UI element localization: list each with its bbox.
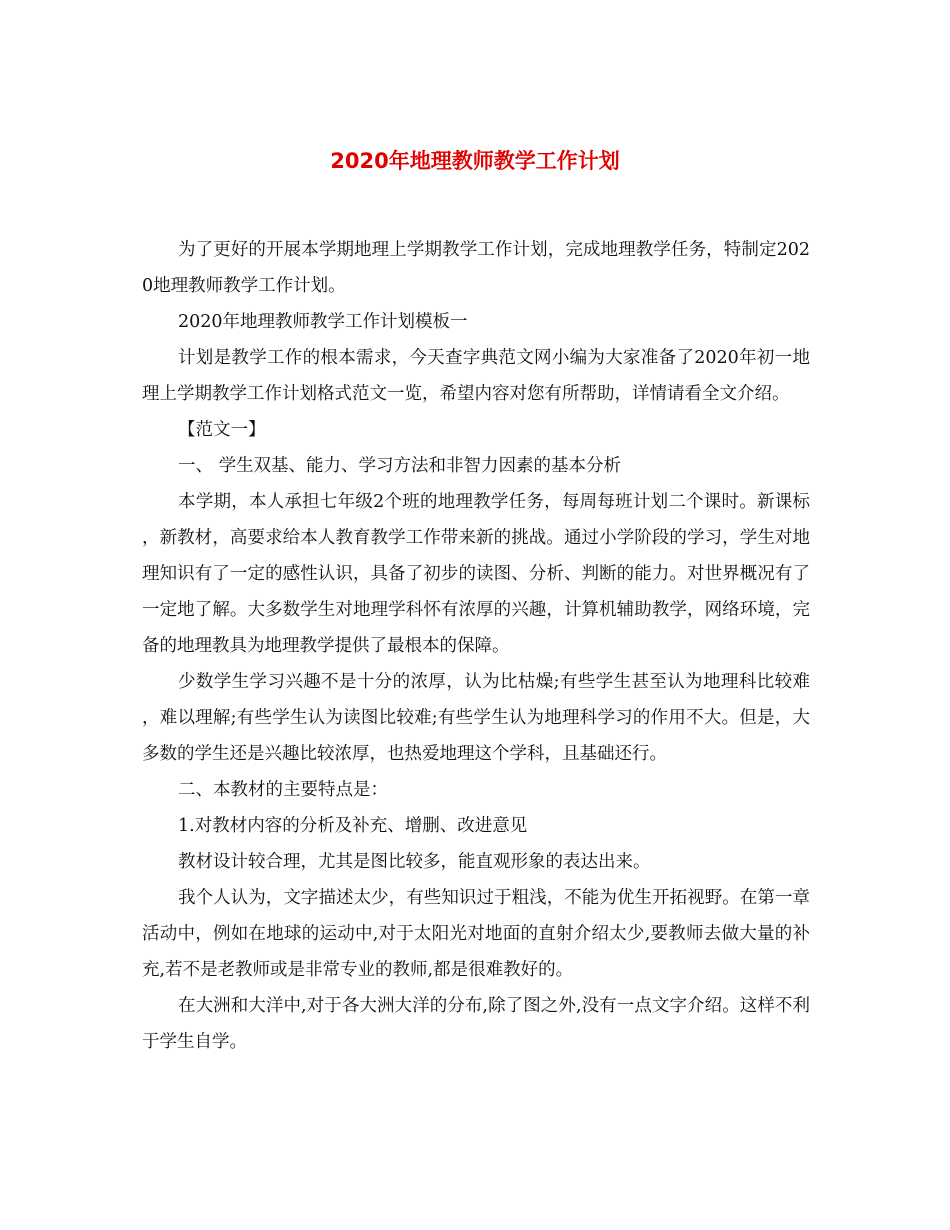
paragraph: 2020年地理教师教学工作计划模板一 xyxy=(178,312,468,332)
paragraph: 教材设计较合理，尤其是图比较多，能直观形象的表达出来。 xyxy=(178,852,651,872)
paragraph: 本学期，本人承担七年级2个班的地理教学任务，每周每班计划二个课时。新课标，新教材，高要求给本人教育教学工作带来新的挑战。通过小学阶段的学习，学生对地理知识有了一定的感性认识，具备了初步的读图、分析、判断的能力。对世界概况有了一定地了解。大多数学生对地理学科怀有浓厚的兴趣，计算机辅助教学，网络环境，完备的地理教具为地理教学提供了最根本的保障。 xyxy=(142,492,810,656)
paragraph: 我个人认为，文字描述太少，有些知识过于粗浅，不能为优生开拓视野。在第一章活动中，例如在地球的运动中,对于太阳光对地面的直射介绍太少,要教师去做大量的补充,若不是老教师或是非常专业的教师,都是很难教好的。 xyxy=(142,888,810,980)
document-body xyxy=(142,232,810,1060)
paragraph: 为了更好的开展本学期地理上学期教学工作计划，完成地理教学任务，特制定2020地理教师教学工作计划。 xyxy=(142,240,810,296)
paragraph: 在大洲和大洋中,对于各大洲大洋的分布,除了图之外,没有一点文字介绍。这样不利于学生自学。 xyxy=(142,996,810,1052)
paragraph: 1.对教材内容的分析及补充、增删、改进意见 xyxy=(178,816,528,836)
section-heading: 二、本教材的主要特点是： xyxy=(178,780,388,800)
document-title: 2020年地理教师教学工作计划 xyxy=(330,149,620,173)
section-heading: 一、 学生双基、能力、学习方法和非智力因素的基本分析 xyxy=(178,456,622,476)
paragraph: 计划是教学工作的根本需求，今天查字典范文网小编为大家准备了2020年初一地理上学期教学工作计划格式范文一览，希望内容对您有所帮助，详情请看全文介绍。 xyxy=(142,348,810,404)
paragraph: 少数学生学习兴趣不是十分的浓厚，认为比枯燥;有些学生甚至认为地理科比较难，难以理解;有些学生认为读图比较难;有些学生认为地理科学习的作用不大。但是，大多数的学生还是兴趣比较浓厚，也热爱地理这个学科，且基础还行。 xyxy=(142,672,810,764)
paragraph: 【范文一】 xyxy=(178,420,266,440)
